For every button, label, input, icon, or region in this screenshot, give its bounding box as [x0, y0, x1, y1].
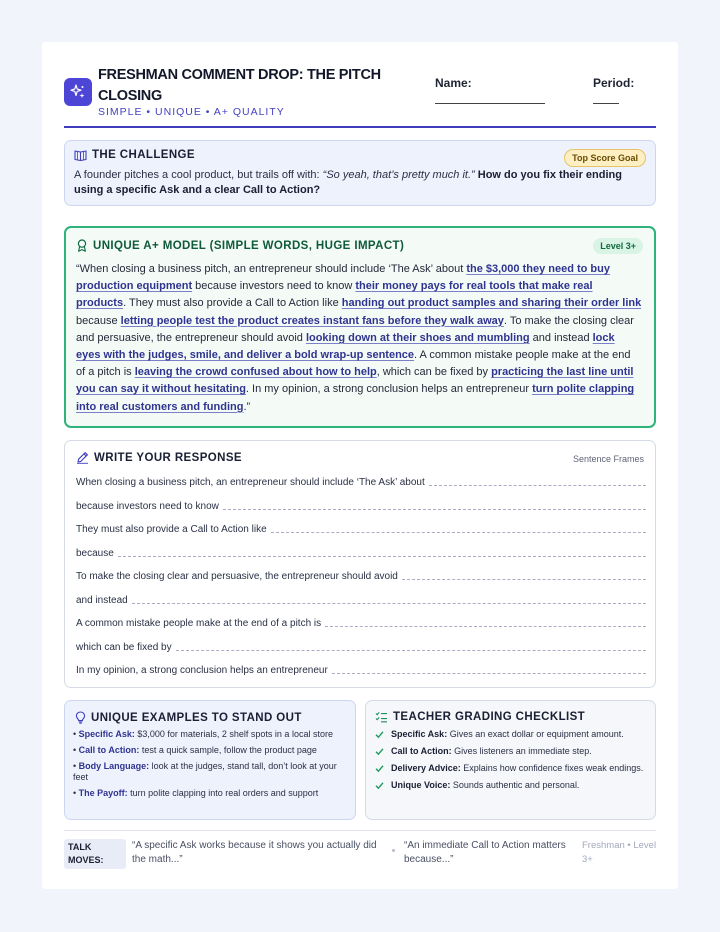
check-icon: [375, 764, 384, 773]
sentence-frame-label: which can be fixed by: [76, 642, 172, 653]
grade-level-meta: Freshman • Level 3+: [582, 840, 657, 865]
checklist-label: Call to Action:: [391, 746, 452, 756]
challenge-intro: A founder pitches a cool product, but trails off with:: [74, 169, 323, 181]
pencil-icon: [76, 451, 89, 464]
sentence-frame-label: because: [76, 548, 114, 559]
model-highlight: lock eyes with the judges, smile, and deliver a bold wrap-up sentence: [76, 331, 615, 362]
model-highlight: the $3,000 they need to buy production equipment: [76, 263, 610, 293]
list-item: • Body Language: look at the judges, stand tall, don’t look at your feet: [73, 761, 337, 782]
talk-moves-footer: [64, 830, 656, 870]
sentence-frame[interactable]: [76, 639, 646, 653]
check-icon: [375, 781, 384, 790]
challenge-text: [74, 168, 646, 198]
talk-moves-label: TALK MOVES:: [64, 839, 126, 869]
name-line[interactable]: [435, 94, 545, 104]
checklist-text: Explains how confidence fixes weak endings.: [460, 763, 644, 773]
sentence-frame[interactable]: [76, 545, 646, 559]
checklist-title: [375, 711, 585, 723]
separator-dot: [392, 849, 395, 852]
model-text: . A common mistake people make at the end of a pitch is: [76, 349, 631, 379]
writing-line[interactable]: [429, 485, 646, 486]
model-box: [64, 226, 656, 428]
book-icon: [74, 149, 87, 161]
sentence-frame[interactable]: [76, 615, 646, 629]
model-highlight: leaving the crowd confused about how to help: [134, 366, 377, 379]
checklist-text: Sounds authentic and personal.: [450, 780, 580, 790]
challenge-quote: “So yeah, that’s pretty much it.”: [322, 169, 475, 181]
page-tagline: SIMPLE • UNIQUE • A+ QUALITY: [98, 106, 285, 118]
list-item: [375, 763, 647, 774]
check-icon: [375, 747, 384, 756]
model-text: because: [76, 314, 121, 327]
examples-list: [73, 729, 349, 804]
model-highlight: practicing the last line until you can say it without hesitating: [76, 366, 634, 396]
examples-box: [64, 700, 356, 820]
talk-move-quote: “An immediate Call to Action matters because...”: [404, 840, 566, 865]
check-icon: [375, 730, 384, 739]
example-text: $3,000 for materials, 2 shelf spots in a local store: [134, 729, 333, 739]
top-score-badge: Top Score Goal: [564, 149, 646, 167]
example-text: turn polite clapping into real orders and support: [127, 788, 319, 798]
page-title: FRESHMAN COMMENT DROP: THE PITCH CLOSING: [98, 67, 381, 104]
checklist-label: Delivery Advice:: [391, 763, 461, 773]
talk-move-quote: “A specific Ask works because it shows you actually did the math...”: [132, 840, 377, 865]
challenge-box: [64, 140, 656, 206]
sentence-frame[interactable]: [76, 662, 646, 676]
response-title: [76, 451, 242, 464]
model-highlight: handing out product samples and sharing their order link: [341, 297, 642, 310]
list-item: • Specific Ask: $3,000 for materials, 2 shelf spots in a local store: [73, 729, 333, 739]
model-paragraph: [76, 261, 642, 416]
checklist-text: Gives an exact dollar or equipment amount.: [447, 729, 624, 739]
writing-line[interactable]: [325, 626, 646, 627]
list-check-icon: [375, 711, 388, 723]
name-field[interactable]: [435, 76, 545, 104]
model-highlight: turn polite clapping into real customers and funding: [76, 383, 635, 413]
model-text: , which can be fixed by: [376, 366, 492, 379]
model-highlight: their money pays for real tools that make real products: [76, 280, 593, 310]
checklist-title-text: TEACHER GRADING CHECKLIST: [393, 711, 586, 723]
model-title: [76, 239, 404, 252]
challenge-title-text: THE CHALLENGE: [92, 149, 195, 161]
model-text: because investors need to know: [192, 280, 356, 293]
example-text: test a quick sample, follow the product page: [139, 745, 317, 755]
sentence-frames-label: Sentence Frames: [572, 454, 644, 464]
checklist-label: Unique Voice:: [391, 780, 451, 790]
lightbulb-icon: [75, 711, 86, 724]
challenge-title: [74, 149, 195, 161]
sentence-frame-label: To make the closing clear and persuasive, the entrepreneur should avoid: [76, 571, 398, 582]
model-text: .”: [243, 400, 251, 413]
sentence-frame[interactable]: [76, 568, 646, 582]
sentence-frame-label: In my opinion, a strong conclusion helps an entrepreneur: [76, 665, 328, 676]
writing-line[interactable]: [118, 556, 646, 557]
model-highlight: looking down at their shoes and mumbling: [305, 331, 530, 344]
writing-line[interactable]: [332, 673, 646, 674]
sentence-frame-label: A common mistake people make at the end of a pitch is: [76, 618, 322, 629]
sentence-frame-label: When closing a business pitch, an entrepreneur should include ‘The Ask’ about: [76, 477, 425, 488]
level-badge: Level 3+: [593, 238, 643, 254]
model-text: . In my opinion, a strong conclusion helps an entrepreneur: [245, 383, 533, 396]
model-text: and instead: [529, 331, 593, 344]
list-item: [375, 780, 647, 791]
sentence-frame-label: and instead: [76, 595, 128, 606]
sentence-frame-label: They must also provide a Call to Action like: [76, 524, 267, 535]
examples-title-text: UNIQUE EXAMPLES TO STAND OUT: [91, 711, 302, 724]
checklist-label: Specific Ask:: [391, 729, 448, 739]
period-field[interactable]: [593, 76, 635, 104]
model-text: . To make the closing clear and persuasive, the entrepreneur should avoid: [76, 314, 634, 344]
period-label: Period:: [593, 76, 635, 90]
sentence-frame[interactable]: [76, 498, 646, 512]
worksheet-header: [64, 64, 656, 128]
example-label: The Payoff:: [78, 788, 128, 798]
award-icon: [76, 239, 88, 252]
response-title-text: WRITE YOUR RESPONSE: [94, 451, 242, 464]
example-label: Call to Action:: [78, 745, 140, 755]
model-title-text: UNIQUE A+ MODEL (SIMPLE WORDS, HUGE IMPACT): [93, 239, 405, 252]
name-label: Name:: [435, 76, 472, 90]
list-item: [375, 746, 647, 757]
checklist-box: [365, 700, 656, 820]
sentence-frame[interactable]: [76, 592, 646, 606]
writing-line[interactable]: [132, 603, 646, 604]
writing-line[interactable]: [223, 509, 646, 510]
writing-line[interactable]: [402, 579, 646, 580]
sentence-frame[interactable]: [76, 521, 646, 535]
list-item: • Call to Action: test a quick sample, follow the product page: [73, 745, 317, 755]
examples-title: [75, 711, 302, 724]
model-text: “When closing a business pitch, an entrepreneur should include ‘The Ask’ about: [76, 263, 467, 275]
sentence-frame[interactable]: [76, 474, 646, 488]
list-item: • The Payoff: turn polite clapping into real orders and support: [73, 788, 319, 798]
period-line[interactable]: [593, 94, 619, 104]
checklist-list: [375, 729, 647, 797]
example-label: Body Language:: [78, 761, 150, 771]
checklist-text: Gives listeners an immediate step.: [451, 746, 592, 756]
writing-line[interactable]: [176, 650, 646, 651]
response-box: [64, 440, 656, 688]
challenge-question: How do you fix their ending using a specific Ask and a clear Call to Action?: [74, 169, 622, 196]
sparkle-icon: [64, 78, 92, 106]
list-item: [375, 729, 647, 740]
writing-line[interactable]: [271, 532, 646, 533]
example-label: Specific Ask:: [78, 729, 135, 739]
sentence-frame-label: because investors need to know: [76, 501, 219, 512]
worksheet-page: [42, 42, 678, 889]
model-highlight: letting people test the product creates instant fans before they walk away: [120, 314, 504, 327]
model-text: . They must also provide a Call to Action like: [123, 297, 342, 310]
example-text: look at the judges, stand tall, don’t look at your feet: [73, 761, 337, 782]
